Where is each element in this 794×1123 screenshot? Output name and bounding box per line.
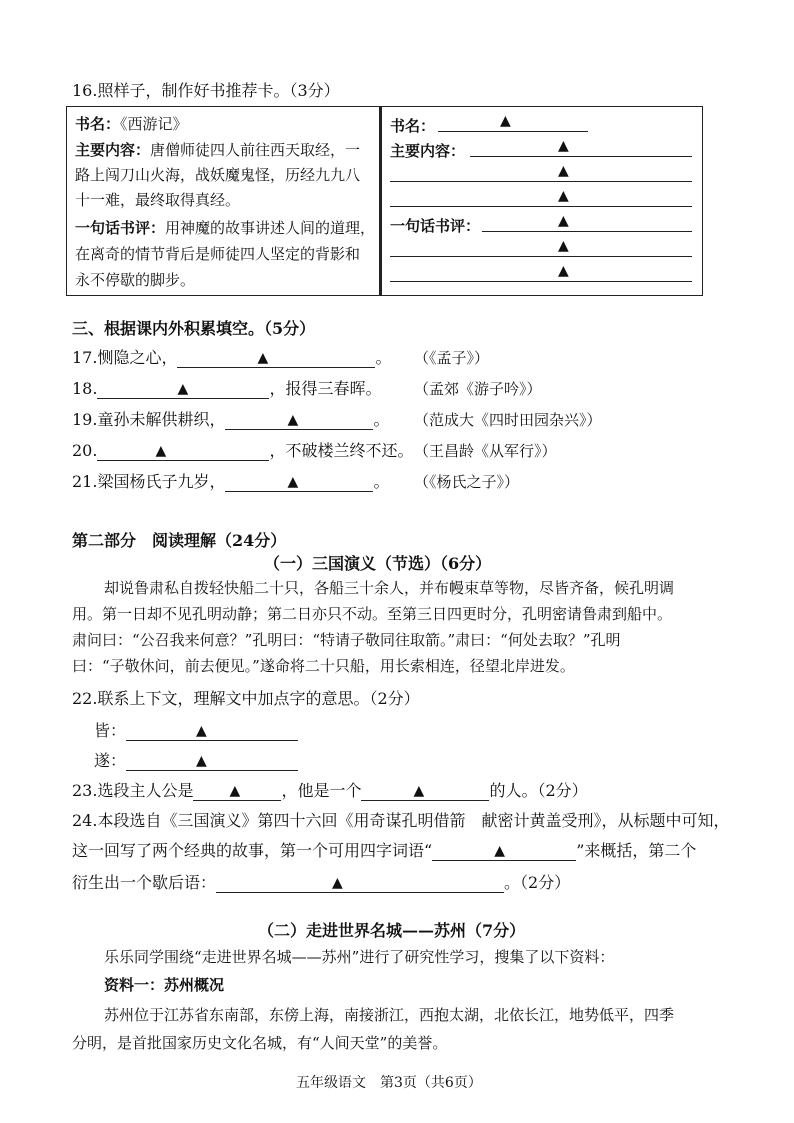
passage-line3: 肃问曰：“公召我来何意？”孔明曰：“特请子敬同往取箭。”肃曰：“何处去取？”孔明 [72, 631, 621, 649]
q24-line3: 衍生出一个歇后语： ▲ 。（2分） [72, 873, 571, 892]
blank-card [380, 106, 703, 296]
part2-title: 第二部分 阅读理解（24分） [72, 531, 287, 550]
blank-review-label: 一句话书评： [390, 217, 481, 235]
q18-blank[interactable] [97, 380, 269, 399]
q20-source: （王昌龄《从军行》） [414, 442, 557, 460]
marker-icon: ▲ [413, 783, 425, 799]
blank-book-line[interactable] [438, 131, 588, 132]
blank-marker-icon: ▲ [558, 188, 569, 204]
blank-book-label: 书名： [390, 117, 436, 135]
marker-icon: ▲ [196, 723, 207, 739]
sample-card [66, 106, 380, 296]
q21-source: （《杨氏之子》） [414, 473, 520, 491]
page-footer: 五年级语文 第3页（共6页） [296, 1075, 482, 1091]
marker-icon: ▲ [332, 875, 343, 891]
marker-icon: ▲ [257, 350, 269, 366]
q23: 23.选段主人公是 ▲ ，他是一个 ▲ 的人。（2分） [72, 781, 588, 800]
q19-blank[interactable] [225, 411, 373, 430]
q18-source: （孟郊《游子吟》） [414, 380, 542, 398]
q22-b: 遂： ▲ [94, 748, 298, 771]
sample-content-line3: 十一难，最终取得真经。 [75, 191, 241, 209]
material1-line2: 分明，是首批国家历史文化名城，有“人间天堂”的美誉。 [72, 1034, 448, 1052]
q23-blank1[interactable] [193, 782, 281, 801]
blank-review-line1[interactable] [482, 231, 692, 232]
sample-content-line2: 路上闯刀山火海，战妖魔鬼怪，历经九九八 [75, 166, 361, 184]
marker-icon: ▲ [177, 381, 189, 397]
marker-icon: ▲ [287, 474, 299, 490]
blank-marker-icon: ▲ [558, 138, 569, 154]
q24-line1: 24.本段选自《三国演义》第四十六回《用奇谋孔明借箭 献密计黄盖受刑》，从标题中可知， [72, 811, 730, 830]
q22-a-blank[interactable] [126, 722, 298, 741]
marker-icon: ▲ [229, 783, 241, 799]
sample-book-line: 书名：《西游记》 [75, 115, 188, 133]
reading2-title: （二）走进世界名城——苏州（7分） [258, 921, 526, 940]
q23-blank2[interactable] [361, 782, 489, 801]
reading1-title: （一）三国演义（节选）（6分） [264, 554, 492, 573]
blank-marker-icon: ▲ [558, 238, 569, 254]
blank-marker-icon: ▲ [558, 263, 569, 279]
blank-marker-icon: ▲ [500, 113, 511, 129]
section3-title: 三、根据课内外积累填空。（5分） [72, 319, 316, 338]
q17-item: 17.恻隐之心， ▲ 。 [72, 348, 392, 367]
q22-b-blank[interactable] [126, 752, 298, 771]
blank-review-line2[interactable] [390, 256, 692, 257]
q16-title: 16.照样子，制作好书推荐卡。（3分） [72, 81, 340, 100]
reading2-intro: 乐乐同学围绕“走进世界名城——苏州”进行了研究性学习，搜集了以下资料： [104, 948, 615, 966]
q22-title: 22.联系上下文，理解文中加点字的意思。（2分） [72, 689, 420, 708]
sample-review-line1: 一句话书评：用神魔的故事讲述人间的道理， [75, 219, 376, 237]
passage-line2: 用。第一日却不见孔明动静；第二日亦只不动。至第三日四更时分，孔明密请鲁肃到船中。 [72, 605, 673, 623]
q19-source: （范成大《四时田园杂兴》） [414, 411, 602, 429]
material1-line1: 苏州位于江苏省东南部，东傍上海，南接浙江，西抱太湖，北依长江，地势低平，四季 [104, 1006, 675, 1024]
q24-line2: 这一回写了两个经典的故事，第一个可用四字词语“ ▲ ”来概括，第二个 [72, 841, 697, 860]
marker-icon: ▲ [287, 412, 299, 428]
q17-blank[interactable] [177, 349, 375, 368]
q20-item: 20. ▲ ，不破楼兰终不还。 [72, 441, 414, 460]
q24-blank1[interactable] [432, 842, 576, 861]
sample-review-line2: 在离奇的情节背后是师徒四人坚定的背影和 [75, 245, 361, 263]
q17-source: （《孟子》） [414, 349, 490, 367]
marker-icon: ▲ [196, 753, 207, 769]
blank-review-line3[interactable] [390, 281, 692, 282]
q19-item: 19.童孙未解供耕织， ▲ 。 [72, 410, 390, 429]
q21-item: 21.梁国杨氏子九岁， ▲ 。 [72, 472, 390, 491]
passage-line1: 却说鲁肃私自拨轻快船二十只，各船三十余人，并布幔束草等物，尽皆齐备，候孔明调 [104, 579, 675, 597]
passage-line4: 曰：“子敬休问，前去便见。”遂命将二十只船，用长索相连，径望北岸进发。 [72, 657, 575, 675]
q24-blank2[interactable] [216, 874, 504, 893]
sample-content-line1: 主要内容：唐僧师徒四人前往西天取经，一 [75, 141, 361, 159]
q21-blank[interactable] [225, 473, 373, 492]
q22-a: 皆： ▲ [94, 718, 298, 741]
marker-icon: ▲ [155, 443, 167, 459]
blank-marker-icon: ▲ [558, 213, 569, 229]
blank-marker-icon: ▲ [558, 163, 569, 179]
blank-content-line1[interactable] [470, 156, 692, 157]
q20-blank[interactable] [97, 442, 269, 461]
q18-item: 18. ▲ ，报得三春晖。 [72, 379, 382, 398]
sample-review-line3: 永不停歇的脚步。 [75, 271, 196, 289]
marker-icon: ▲ [494, 843, 505, 859]
material1-title: 资料一：苏州概况 [104, 976, 225, 994]
blank-content-line2[interactable] [390, 181, 692, 182]
blank-content-label: 主要内容： [390, 142, 466, 160]
blank-content-line3[interactable] [390, 206, 692, 207]
